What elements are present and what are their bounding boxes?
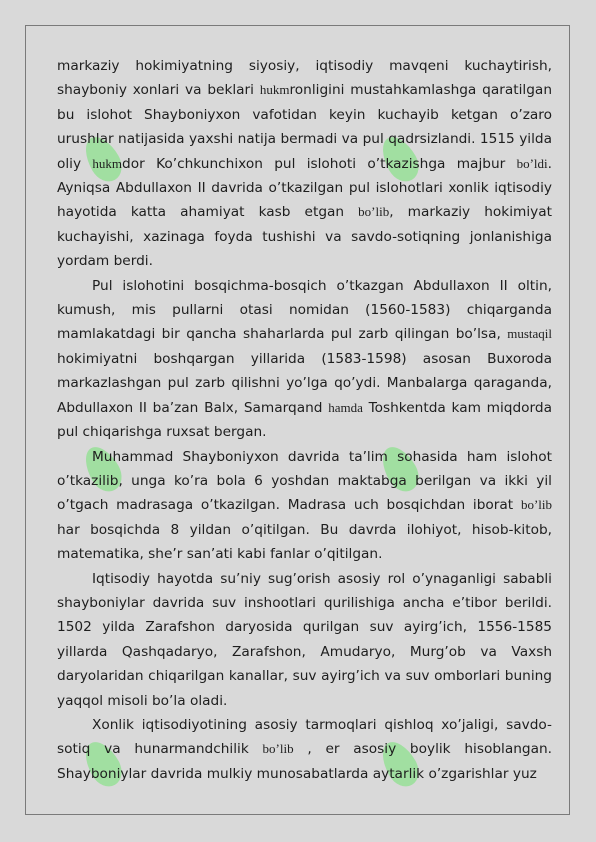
paragraph <box>57 274 552 445</box>
text-run: bo’lib <box>358 204 390 220</box>
paragraph <box>57 445 552 567</box>
text-run: dor Ko’chkunchixon pul islohoti o’tkazishga majbur <box>122 155 517 172</box>
text-run: hukm <box>92 155 123 171</box>
text-run: hokimiyatni boshqargan yillarida (1583-1598) asosan Buxoroda markazlashgan pul zarb qilishni yo’lga qo’ydi. Manbalarga qaraganda, Abdullaxon II ba’zan Balx, Samarqand <box>57 350 552 416</box>
text-run: markaziy hokimiyatning siyosiy, iqtisodiy mavqeni kuchaytirish, shayboniy xonlari va beklari <box>57 58 552 99</box>
text-run: hukm <box>259 82 290 98</box>
text-run: bo’ldi <box>516 155 548 171</box>
text-run: mustaqil <box>507 326 552 342</box>
document-body <box>57 54 552 786</box>
text-run: , markaziy hokimiyat kuchayishi, xazinaga foyda tushishi va savdo-sotiqning jonlanishiga yordam berdi. <box>57 204 552 270</box>
text-run: . Ayniqsa Abdullaxon II davrida o’tkazilgan pul islohotlari xonlik iqtisodiy hayotida katta ahamiyat kasb etgan <box>57 155 552 221</box>
text-run: , er asosiy boylik hisoblangan. Shayboniylar davrida mulkiy munosabatlarda aytarlik o’zgarishlar yuz <box>57 741 553 782</box>
text-run: har bosqichda 8 yildan o’qitilgan. Bu davrda ilohiyot, hisob-kitob, matematika, she’r san’ati kabi fanlar o’qitilgan. <box>57 521 552 563</box>
text-run: Toshkentda kam miqdorda pul chiqarishga ruxsat bergan. <box>57 399 553 441</box>
text-run: Xonlik iqtisodiyotining asosiy tarmoqlari qishloq xo’jaligi, savdo-sotiq va hunarmandchilik <box>57 716 552 758</box>
paragraph <box>57 567 552 713</box>
paragraph <box>57 54 552 274</box>
text-run: bo’lib <box>262 741 294 757</box>
text-run: hamda <box>328 399 363 415</box>
text-run: Muhammad Shayboniyxon davrida ta’lim sohasida ham islohot o’tkazilib, unga ko’ra bola 6 yoshdan maktabga berilgan va ikki yil o’tgach madrasaga o’tkazilgan. Madrasa uch bosqichdan iborat <box>57 448 552 514</box>
text-run: Iqtisodiy hayotda su’niy sug’orish asosiy rol o’ynaganligi sababli shayboniylar davrida suv inshootlari qurilishiga ancha e’tibor berildi. 1502 yilda Zarafshon daryosida qurilgan suv ayirg’ich, 1556-1585 yillarda Qashqadaryo, Zarafshon, Amudaryo, Murg’ob va Vaxsh daryolaridan chiqarilgan kanallar, suv ayirg’ich va suv omborlari buning yaqqol misoli bo’la oladi. <box>57 570 552 709</box>
text-run: bo’lib <box>520 497 552 513</box>
paragraph <box>57 713 552 786</box>
text-run: ronligini mustahkamlashga qaratilgan bu islohot Shayboniyxon vafotidan keyin kuchayib ketgan o’zaro urushlar natijasida yaxshi natija bermadi va pul qadrsizlandi. 1515 yilda oliy <box>57 82 552 172</box>
text-run: Pul islohotini bosqichma-bosqich o’tkazgan Abdullaxon II oltin, kumush, mis pullarni otasi nomidan (1560-1583) chiqarganda mamlakatdagi bir qancha shaharlarda pul zarb qilingan bo’lsa, <box>57 277 552 343</box>
